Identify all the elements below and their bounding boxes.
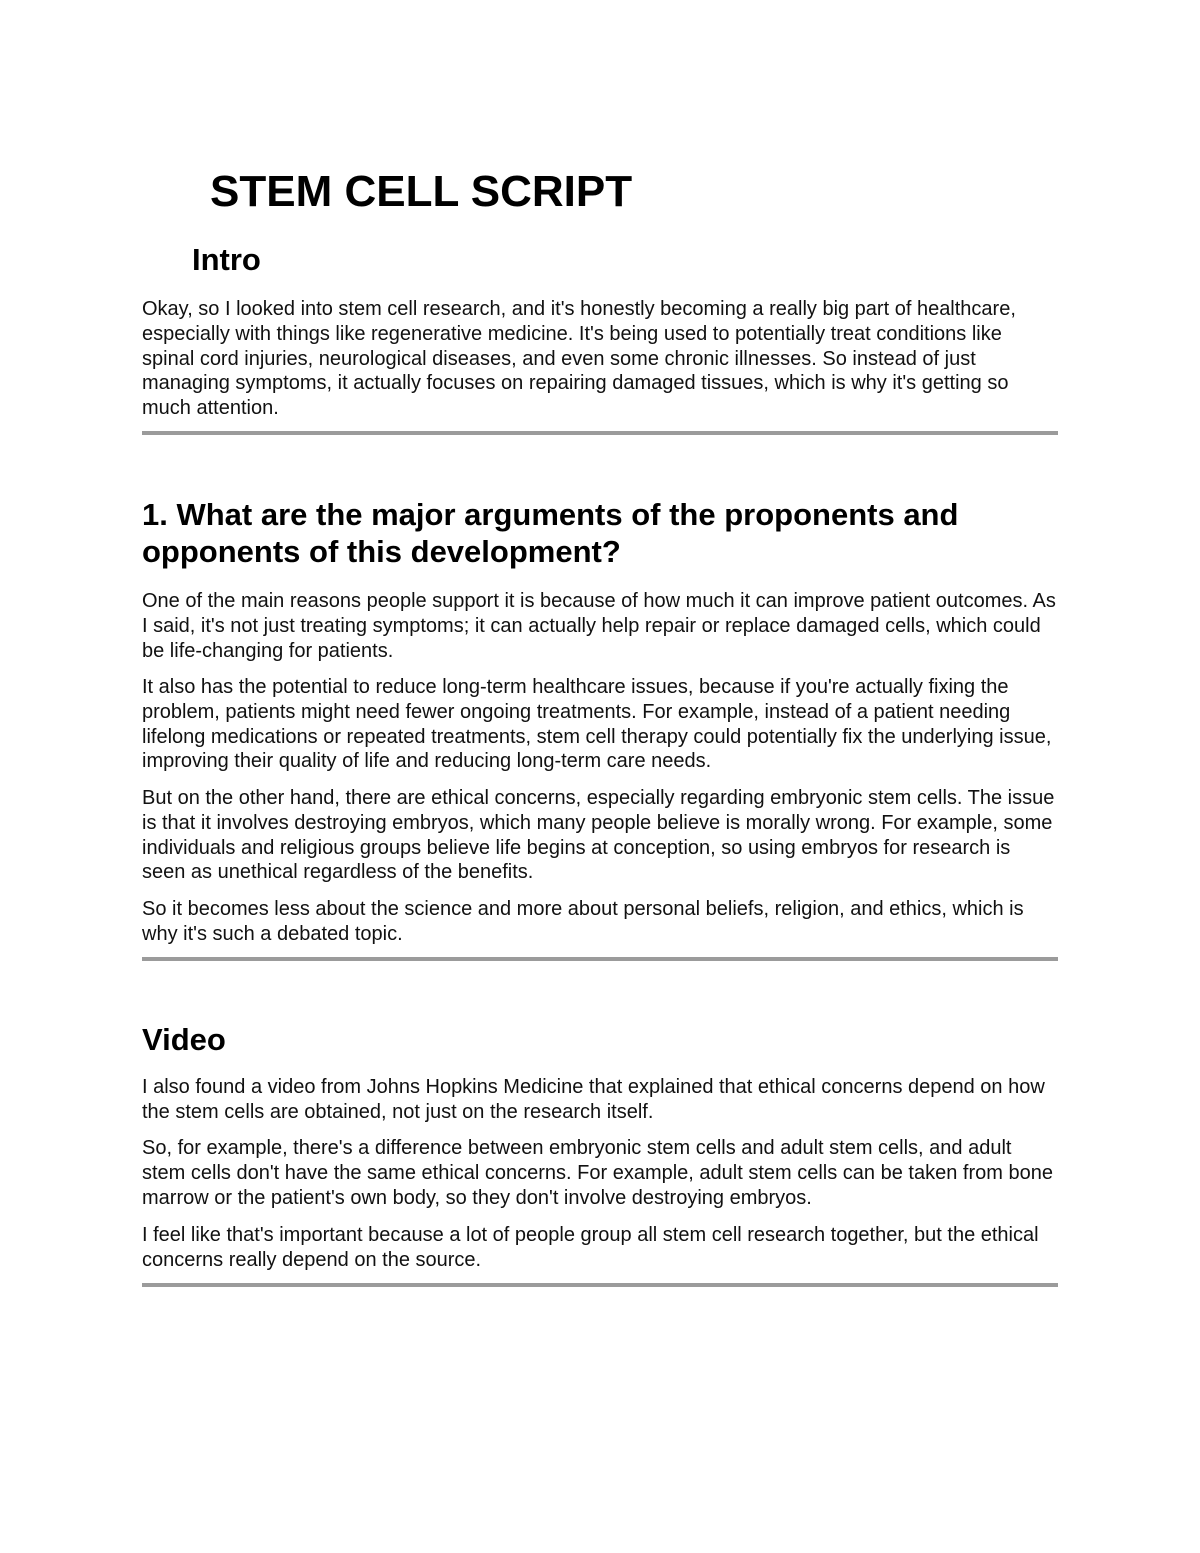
section-divider <box>142 957 1058 961</box>
video-paragraph-2: So, for example, there's a difference between embryonic stem cells and adult stem cells, and adult stem cells don't have the same ethical concerns. For example, adult stem cells can be taken from bone marrow or the patient's own body, so they don't involve destroying embryos. <box>142 1137 1053 1209</box>
question-1-paragraph-1: One of the main reasons people support it is because of how much it can improve patient outcomes. As I said, it's not just treating symptoms; it can actually help repair or replace damaged cells, which could be life-changing for patients. <box>142 590 1056 662</box>
question-1-paragraph-3: But on the other hand, there are ethical concerns, especially regarding embryonic stem cells. The issue is that it involves destroying embryos, which many people believe is morally wrong. For example, some individuals and religious groups believe life begins at conception, so using embryos for research is seen as unethical regardless of the benefits. <box>142 787 1055 884</box>
video-heading: Video <box>142 1022 226 1057</box>
document-title: STEM CELL SCRIPT <box>210 167 633 216</box>
question-1-heading: 1. What are the major arguments of the proponents and opponents of this development? <box>142 497 959 569</box>
section-divider <box>142 1283 1058 1287</box>
section-divider <box>142 431 1058 435</box>
intro-heading: Intro <box>192 242 261 277</box>
intro-paragraph: Okay, so I looked into stem cell research, and it's honestly becoming a really big part of healthcare, especially with things like regenerative medicine. It's being used to potentially treat conditions like spinal cord injuries, neurological diseases, and even some chronic illnesses. So instead of just managing symptoms, it actually focuses on repairing damaged tissues, which is why it's getting so much attention. <box>142 298 1016 420</box>
question-1-paragraph-4: So it becomes less about the science and more about personal beliefs, religion, and ethics, which is why it's such a debated topic. <box>142 898 1024 945</box>
video-paragraph-3: I feel like that's important because a lot of people group all stem cell research together, but the ethical concerns really depend on the source. <box>142 1224 1039 1271</box>
video-paragraph-1: I also found a video from Johns Hopkins Medicine that explained that ethical concerns depend on how the stem cells are obtained, not just on the research itself. <box>142 1076 1045 1123</box>
question-1-paragraph-2: It also has the potential to reduce long-term healthcare issues, because if you're actually fixing the problem, patients might need fewer ongoing treatments. For example, instead of a patient needing lifelong medications or repeated treatments, stem cell therapy could potentially fix the underlying issue, improving their quality of life and reducing long-term care needs. <box>142 676 1052 773</box>
